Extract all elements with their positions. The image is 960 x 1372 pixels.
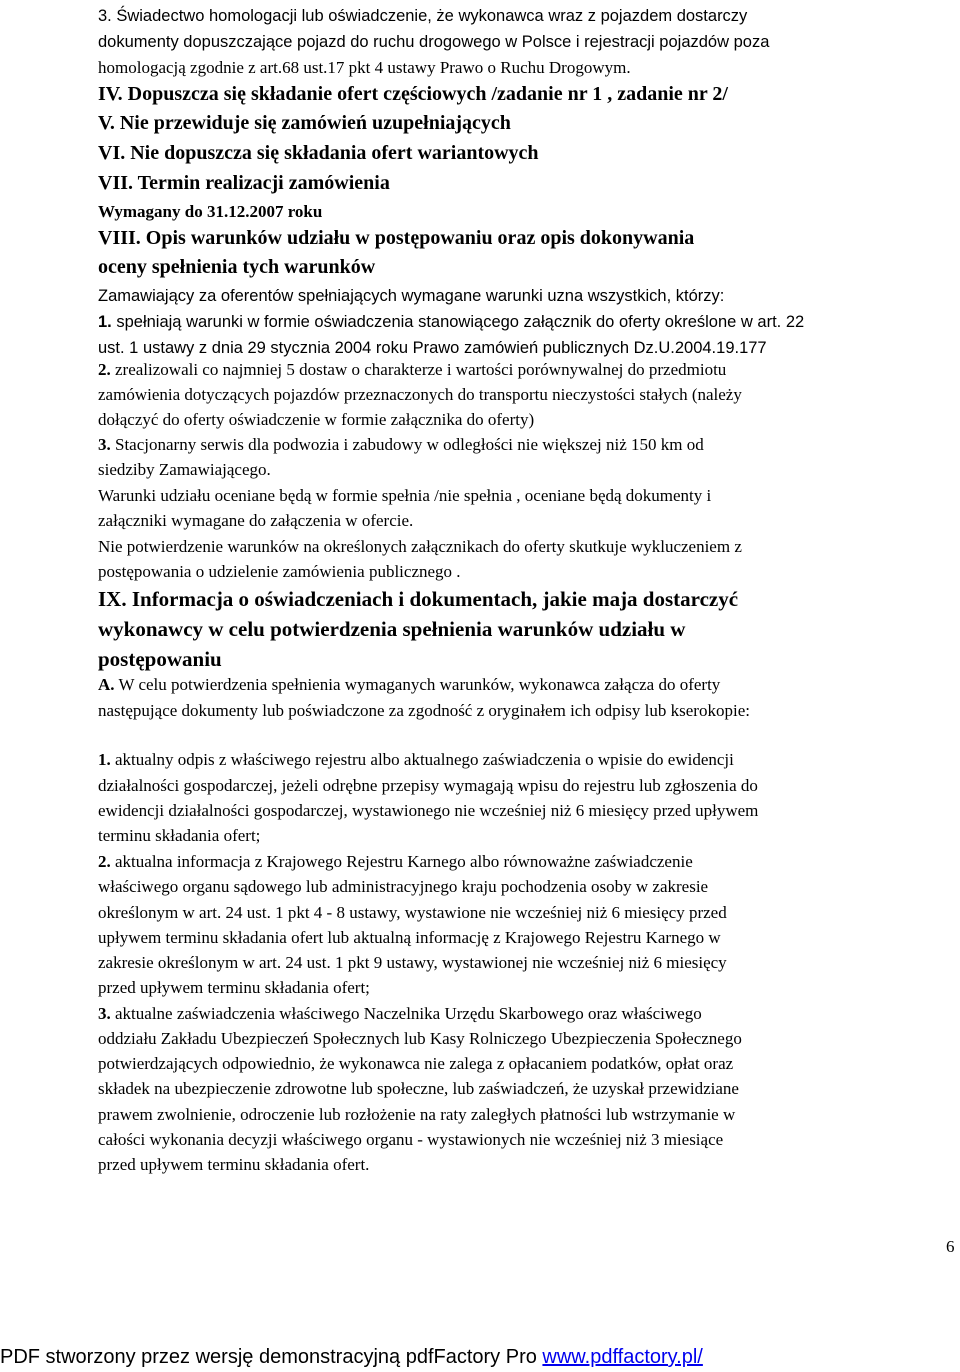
text-line (98, 83, 728, 105)
text-line (98, 485, 711, 507)
line-text: homologacją zgodnie z art.68 ust.17 pkt 4 ustawy Prawo o Ruchu Drogowym. (98, 58, 631, 77)
line-text: składek na ubezpieczenie zdrowotne lub społeczne, lub zaświadczeń, że uzyskał przewidziane (98, 1079, 739, 1098)
text-line (98, 311, 804, 333)
list-number: A. (98, 675, 115, 694)
text-line (98, 510, 413, 532)
text-line (98, 337, 767, 359)
line-text: Wymagany do 31.12.2007 roku (98, 202, 323, 221)
text-line (98, 256, 375, 278)
line-text: ewidencji działalności gospodarczej, wystawionego nie wcześniej niż 6 miesięcy przed upływem (98, 801, 759, 820)
text-line (98, 1003, 702, 1025)
line-text: IV. Dopuszcza się składanie ofert częściowych /zadanie nr 1 , zadanie nr 2/ (98, 83, 728, 105)
text-line (98, 409, 534, 431)
text-line (98, 1053, 733, 1075)
text-line (98, 384, 742, 406)
line-text: dokumenty dopuszczające pojazd do ruchu drogowego w Polsce i rejestracji pojazdów poza (98, 33, 770, 51)
line-text: postępowania o udzielenie zamówienia publicznego . (98, 562, 461, 581)
list-number: 2. (98, 360, 111, 379)
text-line (98, 876, 708, 898)
text-line (98, 227, 694, 249)
text-line (98, 561, 461, 583)
text-line (98, 1154, 369, 1176)
line-text: aktualny odpis z właściwego rejestru albo aktualnego zaświadczenia o wpisie do ewidencji (110, 750, 734, 769)
line-text: 3. Świadectwo homologacji lub oświadczenie, że wykonawca wraz z pojazdem dostarczy (98, 7, 748, 25)
text-line (98, 285, 724, 307)
line-text: ust. 1 ustawy z dnia 29 stycznia 2004 roku Prawo zamówień publicznych Dz.U.2004.19.177 (98, 339, 767, 357)
text-line (98, 459, 271, 481)
line-text: zrealizowali co najmniej 5 dostaw o charakterze i wartości porównywalnej do przedmiotu (110, 360, 727, 379)
list-number: 2. (98, 852, 111, 871)
text-line (98, 648, 222, 670)
line-text: siedziby Zamawiającego. (98, 460, 271, 479)
line-text: upływem terminu składania ofert lub aktualną informację z Krajowego Rejestru Karnego w (98, 928, 721, 947)
line-text: zakresie określonym w art. 24 ust. 1 pkt 9 ustawy, wystawionej nie wcześniej niż 6 miesięcy (98, 953, 727, 972)
text-line (98, 588, 738, 610)
line-text: oddziału Zakładu Ubezpieczeń Społecznych lub Kasy Rolniczego Ubezpieczenia Społecznego (98, 1029, 742, 1048)
text-line (98, 172, 390, 194)
line-text: VI. Nie dopuszcza się składania ofert wariantowych (98, 142, 539, 164)
line-text: przed upływem terminu składania ofert. (98, 1155, 370, 1174)
text-line (98, 618, 685, 640)
line-text: spełniają warunki w formie oświadczenia stanowiącego załącznik do oferty określone w art. 22 (111, 313, 805, 331)
text-line (98, 112, 511, 134)
text-line (98, 927, 721, 949)
line-text: aktualne zaświadczenia właściwego Naczelnika Urzędu Skarbowego oraz właściwego (110, 1004, 702, 1023)
line-text: całości wykonania decyzji właściwego organu - wystawionych nie wcześniej niż 3 miesiące (98, 1130, 724, 1149)
text-line (98, 142, 539, 164)
line-text: prawem zwolnienie, odroczenie lub rozłożenie na raty zaległych płatności lub wstrzymanie w (98, 1105, 736, 1124)
line-text: Warunki udziału oceniane będą w formie spełnia /nie spełnia , oceniane będą dokumenty i (98, 486, 712, 505)
text-line (98, 201, 322, 223)
line-text: IX. Informacja o oświadczeniach i dokumentach, jakie maja dostarczyć (98, 587, 739, 611)
text-line (98, 775, 758, 797)
line-text: wykonawcy w celu potwierdzenia spełnienia warunków udziału w (98, 617, 686, 641)
text-line (98, 1028, 742, 1050)
line-text: załączniki wymagane do załączenia w ofercie. (98, 511, 414, 530)
line-text: właściwego organu sądowego lub administracyjnego kraju pochodzenia osoby w zakresie (98, 877, 709, 896)
list-number: 3. (98, 435, 111, 454)
text-line (98, 800, 758, 822)
line-text: przed upływem terminu składania ofert; (98, 978, 370, 997)
line-text: V. Nie przewiduje się zamówień uzupełniających (98, 112, 511, 134)
line-text: działalności gospodarczej, jeżeli odrębne przepisy wymagają wpisu do rejestru lub zgłoszenia do (98, 776, 758, 795)
line-text: VII. Termin realizacji zamówienia (98, 172, 390, 194)
text-line (98, 434, 704, 456)
text-line (98, 31, 769, 53)
text-line (98, 700, 750, 722)
line-text: określonym w art. 24 ust. 1 pkt 4 - 8 ustawy, wystawione nie wcześniej niż 6 miesięcy przed (98, 903, 727, 922)
text-line (98, 1078, 739, 1100)
text-line (98, 57, 631, 79)
line-text: dołączyć do oferty oświadczenie w formie załącznika do oferty) (98, 410, 535, 429)
line-text: następujące dokumenty lub poświadczone za zgodność z oryginałem ich odpisy lub kserokopie: (98, 701, 750, 720)
line-text: terminu składania ofert; (98, 826, 261, 845)
text-line (98, 902, 727, 924)
text-line (98, 952, 727, 974)
page-number: 6 (946, 1237, 955, 1256)
list-number: 3. (98, 1004, 111, 1023)
footer-link[interactable]: www.pdffactory.pl/ (542, 1346, 703, 1368)
footer-text: PDF stworzony przez wersję demonstracyjną pdfFactory Pro (0, 1346, 543, 1368)
text-line (98, 1129, 723, 1151)
pdf-footer (0, 1346, 703, 1369)
text-line (98, 536, 742, 558)
text-line (98, 359, 726, 381)
line-text: aktualna informacja z Krajowego Rejestru Karnego albo równoważne zaświadczenie (110, 852, 693, 871)
line-text: Nie potwierdzenie warunków na określonych załącznikach do oferty skutkuje wykluczeniem z (98, 537, 742, 556)
line-text: postępowaniu (98, 647, 222, 671)
line-text: zamówienia dotyczących pojazdów przeznaczonych do transportu nieczystości stałych (należy (98, 385, 742, 404)
line-text: oceny spełnienia tych warunków (98, 256, 376, 278)
text-line (98, 5, 747, 27)
list-number: 1. (98, 750, 111, 769)
text-line (98, 1104, 735, 1126)
text-line (98, 977, 370, 999)
text-line (98, 674, 720, 696)
line-text: Zamawiający za oferentów spełniających wymagane warunki uzna wszystkich, którzy: (98, 287, 725, 305)
line-text: W celu potwierdzenia spełnienia wymaganych warunków, wykonawca załącza do oferty (114, 675, 721, 694)
line-text: Stacjonarny serwis dla podwozia i zabudowy w odległości nie większej niż 150 km od (110, 435, 704, 454)
list-number: 1. (98, 313, 112, 331)
line-text: potwierdzających odpowiednio, że wykonawca nie zalega z opłacaniem podatków, opłat oraz (98, 1054, 734, 1073)
text-line (98, 851, 693, 873)
text-line (98, 825, 260, 847)
line-text: VIII. Opis warunków udziału w postępowaniu oraz opis dokonywania (98, 227, 695, 249)
text-line (98, 749, 734, 771)
